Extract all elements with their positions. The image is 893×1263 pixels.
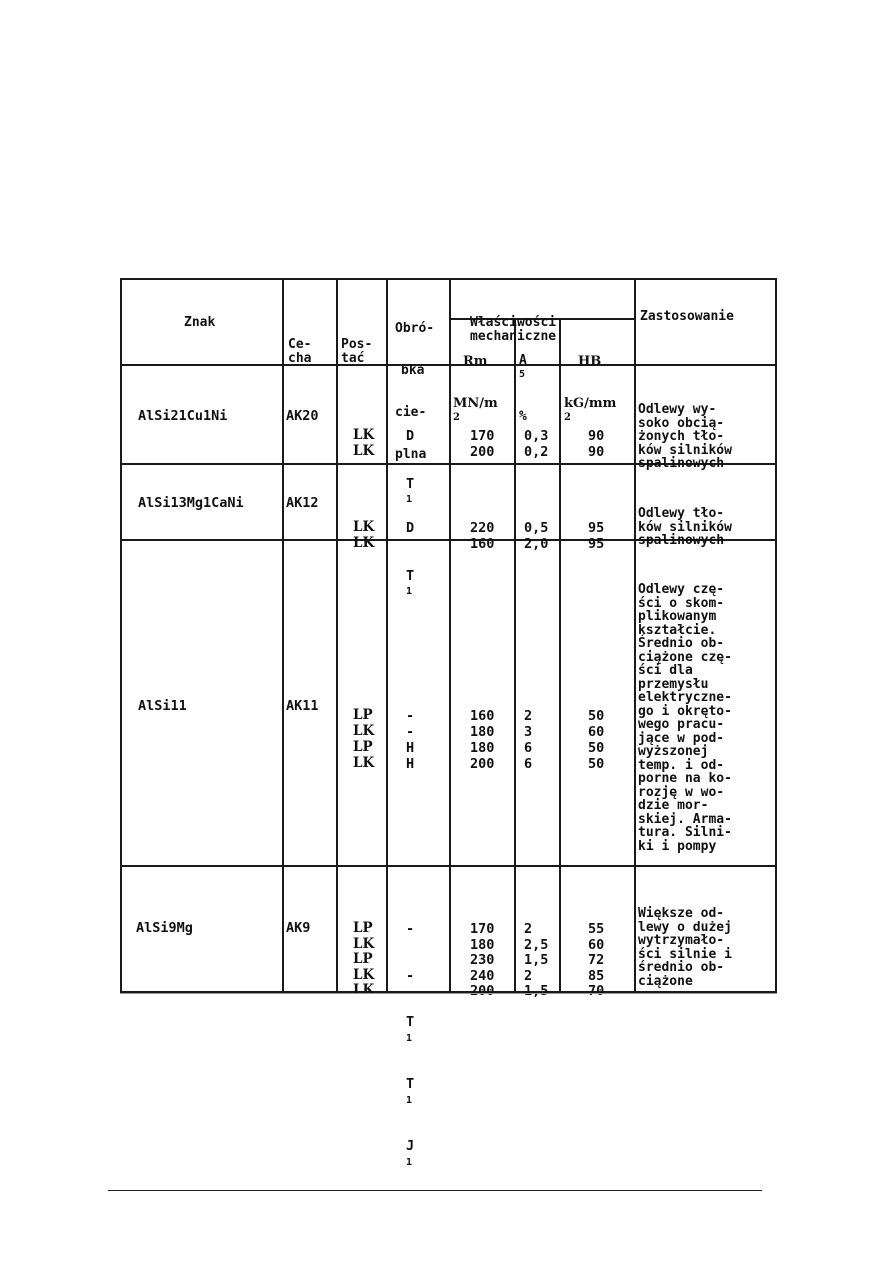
row-rm: 160 180 180 200 — [470, 708, 495, 772]
row-a5: 2 3 6 6 — [524, 708, 533, 772]
row-rm: 170 200 — [470, 428, 495, 460]
col-divider — [634, 280, 636, 991]
row-cecha: AK9 — [286, 920, 311, 936]
row-zastosowanie: Odlewy tło- ków silników spalinowych — [638, 506, 732, 548]
row-znak: AlSi11 — [138, 698, 187, 714]
row-hb: 90 90 — [588, 428, 605, 460]
col-divider — [559, 318, 561, 991]
header-znak: Znak — [184, 315, 216, 330]
row-zastosowanie: Większe od- lewy o dużej wytrzymało- ści silnie i średnio ob- ciążone — [638, 906, 732, 989]
header-hb: HB kG/mm 2 — [564, 354, 617, 423]
row-cecha: AK11 — [286, 698, 319, 714]
row-hb: 95 95 — [588, 520, 605, 552]
col-divider — [514, 318, 516, 991]
row-postac: LP LK LP LK — [353, 707, 375, 771]
row-divider — [122, 364, 775, 366]
col-divider — [386, 280, 388, 991]
row-obrobka: - - T 1 T 1 J 1 — [406, 921, 415, 1168]
row-rm: 220 160 — [470, 520, 495, 552]
row-znak: AlSi13Mg1CaNi — [138, 495, 244, 511]
col-divider — [449, 280, 451, 991]
row-hb: 55 60 72 85 70 — [588, 921, 605, 999]
col-divider — [336, 280, 338, 991]
header-a5: A 5 % — [519, 353, 527, 424]
row-obrobka: D T 1 — [406, 428, 415, 505]
row-zastosowanie: Odlewy wy- soko obcią- żonych tło- ków silników spalinowych — [638, 402, 732, 471]
row-znak: AlSi21Cu1Ni — [138, 408, 228, 424]
alloy-properties-table — [120, 278, 777, 1168]
col-divider — [282, 280, 284, 991]
header-wlasciwosci: Właściwości mechaniczne — [470, 315, 557, 344]
row-a5: 2 2,5 1,5 2 1,5 — [524, 921, 549, 999]
footer-rule — [108, 1190, 762, 1191]
row-a5: 0,3 0,2 — [524, 428, 549, 460]
row-postac: LK LK — [353, 427, 375, 459]
header-zastosowanie: Zastosowanie — [640, 309, 734, 324]
row-obrobka: D T 1 — [406, 520, 415, 597]
scan-edge — [120, 993, 777, 994]
header-cecha: Ce- cha — [288, 337, 312, 366]
header-rm: Rm MN/m 2 — [453, 354, 498, 423]
row-postac: LK LK — [353, 519, 375, 551]
row-cecha: AK20 — [286, 408, 319, 424]
row-rm: 170 180 230 240 200 — [470, 921, 495, 999]
row-cecha: AK12 — [286, 495, 319, 511]
row-postac: LP LK LP LK LK — [353, 920, 375, 998]
row-znak: AlSi9Mg — [136, 920, 193, 936]
header-postac: Pos- tać — [341, 337, 373, 366]
row-obrobka: - - H H — [406, 708, 415, 772]
row-zastosowanie: Odlewy czę- ści o skom- plikowanym kształcie. Średnio ob- ciążone czę- ści dla przemysłu elektryczne- go i okręto- wego pracu- jące w pod- wyższonej temp. i od- porne na ko- rozję w wo- dzie mor- skiej. Arma- tura. Silni- ki i pompy — [638, 582, 732, 854]
header-obrobka: Obró- bka cie- plna — [395, 321, 435, 462]
row-hb: 50 60 50 50 — [588, 708, 605, 772]
row-a5: 0,5 2,0 — [524, 520, 549, 552]
